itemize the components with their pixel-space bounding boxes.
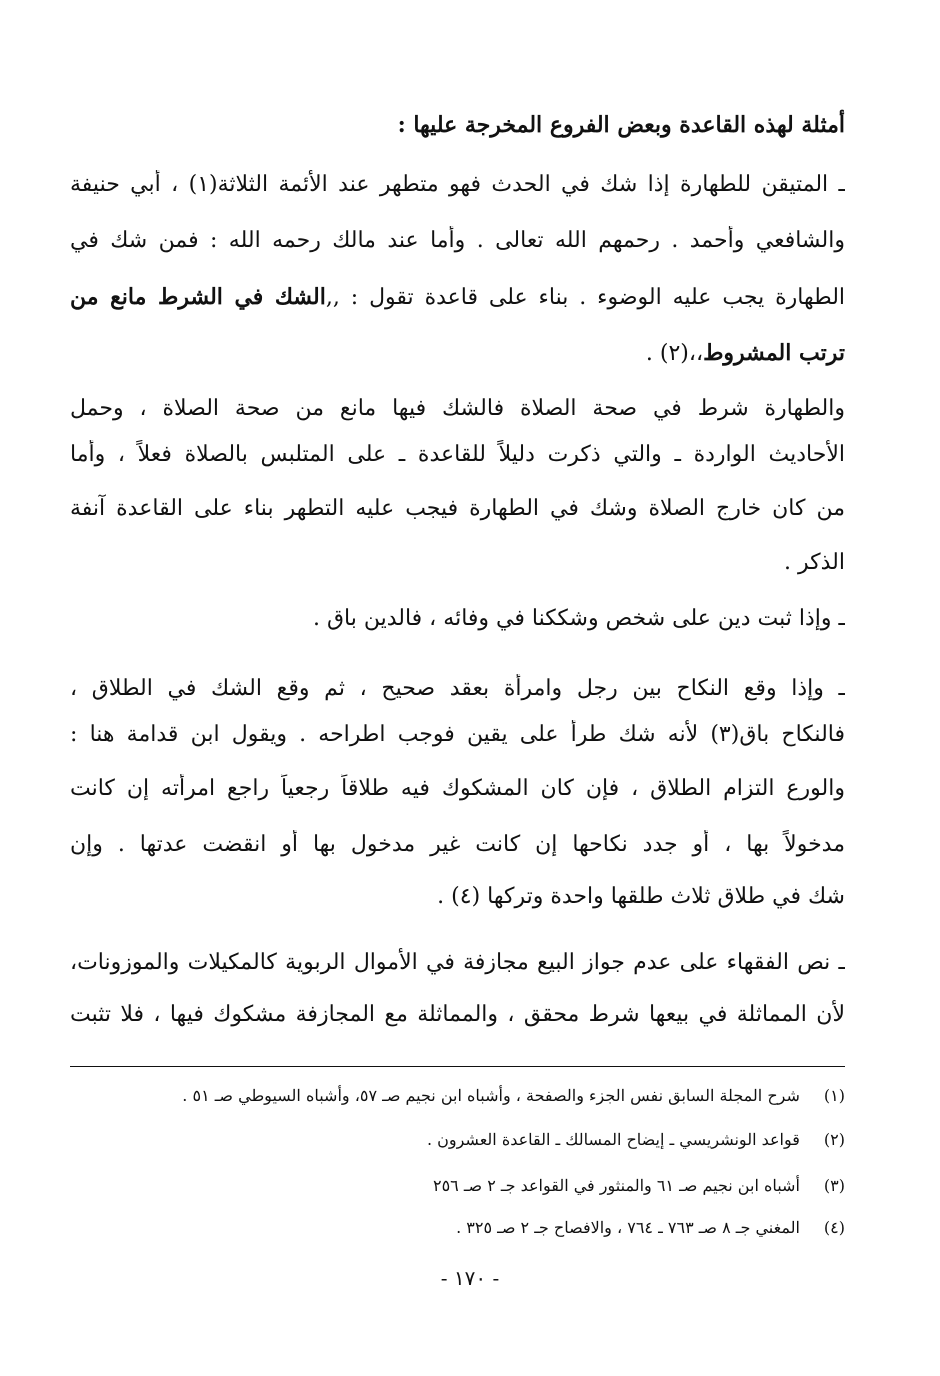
footnote bbox=[75, 1084, 845, 1108]
footnote-number: (١) bbox=[823, 1086, 845, 1105]
body-line-with-bold bbox=[70, 282, 845, 313]
footnote bbox=[75, 1216, 845, 1240]
footnote-divider bbox=[70, 1066, 845, 1067]
bold-rule-text: ترتب المشروط bbox=[703, 340, 845, 366]
footnote-number: (٤) bbox=[823, 1218, 845, 1237]
body-line: ـ وإذا ثبت دين على شخص وشككنا في وفائه ، فالدين باق . bbox=[312, 606, 845, 631]
footnote bbox=[75, 1174, 845, 1198]
footnote-text: شرح المجلة السابق نفس الجزء والصفحة ، وأشباه ابن نجيم صـ ٥٧، وأشباه السيوطي صـ ٥١ . bbox=[182, 1086, 800, 1105]
footnote-number: (٣) bbox=[823, 1176, 845, 1195]
footnote-text: أشباه ابن نجيم صـ ٦١ والمنثور في القواعد جـ ٢ صـ ٢٥٦ bbox=[432, 1176, 800, 1195]
body-text: ،،(٢) . bbox=[645, 341, 704, 366]
body-line: لأن المماثلة في بيعها شرط محقق ، والمماثلة مع المجازفة مشكوك فيها ، فلا تثبت bbox=[70, 1002, 845, 1027]
section-heading: أمثلة لهذه القاعدة وبعض الفروع المخرجة عليها : bbox=[397, 112, 845, 138]
body-line: فالنكاح باق(٣) لأنه شك طرأ على يقين فوجب اطراحه . ويقول ابن قدامة هنا : bbox=[70, 722, 845, 747]
footnote-text: قواعد الونشريسي ـ إيضاح المسالك ـ القاعدة العشرون . bbox=[426, 1130, 800, 1149]
body-line: من كان خارج الصلاة وشك في الطهارة فيجب عليه التطهر بناء على القاعدة آنفة bbox=[70, 496, 845, 521]
body-line: ـ نص الفقهاء على عدم جواز البيع مجازفة في الأموال الربوية كالمكيلات والموزونات، bbox=[70, 950, 845, 975]
footnote bbox=[75, 1128, 845, 1152]
body-line: ـ المتيقن للطهارة إذا شك في الحدث فهو متطهر عند الأئمة الثلاثة(١) ، أبي حنيفة bbox=[70, 172, 845, 197]
body-line: ـ وإذا وقع النكاح بين رجل وامرأة بعقد صحيح ، ثم وقع الشك في الطلاق ، bbox=[70, 676, 845, 701]
bold-rule-text: الشك في الشرط مانع من bbox=[70, 284, 326, 310]
body-line: مدخولاً بها ، أو جدد نكاحها إن كانت غير مدخول بها أو انقضت عدتها . وإن bbox=[70, 832, 845, 857]
footnote-text: المغني جـ ٨ صـ ٧٦٣ ـ ٧٦٤ ، والافصاح جـ ٢ صـ ٣٢٥ . bbox=[456, 1218, 800, 1237]
body-text: الطهارة يجب عليه الوضوء . بناء على قاعدة تقول : ,, bbox=[325, 285, 845, 310]
body-line-with-bold bbox=[70, 338, 845, 369]
body-line: شك في طلاق ثلاث طلقها واحدة وتركها (٤) . bbox=[437, 884, 845, 909]
page-number: - ١٧٠ - bbox=[440, 1266, 500, 1290]
body-line: الأحاديث الواردة ـ والتي ذكرت دليلاً للقاعدة ـ على المتلبس بالصلاة فعلاً ، وأما bbox=[70, 442, 845, 467]
body-line: والشافعي وأحمد . رحمهم الله تعالى . وأما عند مالك رحمه الله : فمن شك في bbox=[70, 228, 845, 253]
body-line: والورع التزام الطلاق ، فإن كان المشكوك فيه طلاقاً رجعياً راجع امرأته إن كانت bbox=[70, 776, 845, 801]
body-line: الذكر . bbox=[784, 550, 845, 575]
body-line: والطهارة شرط في صحة الصلاة فالشك فيها مانع من صحة الصلاة ، وحمل bbox=[70, 396, 845, 421]
footnote-number: (٢) bbox=[823, 1130, 845, 1149]
